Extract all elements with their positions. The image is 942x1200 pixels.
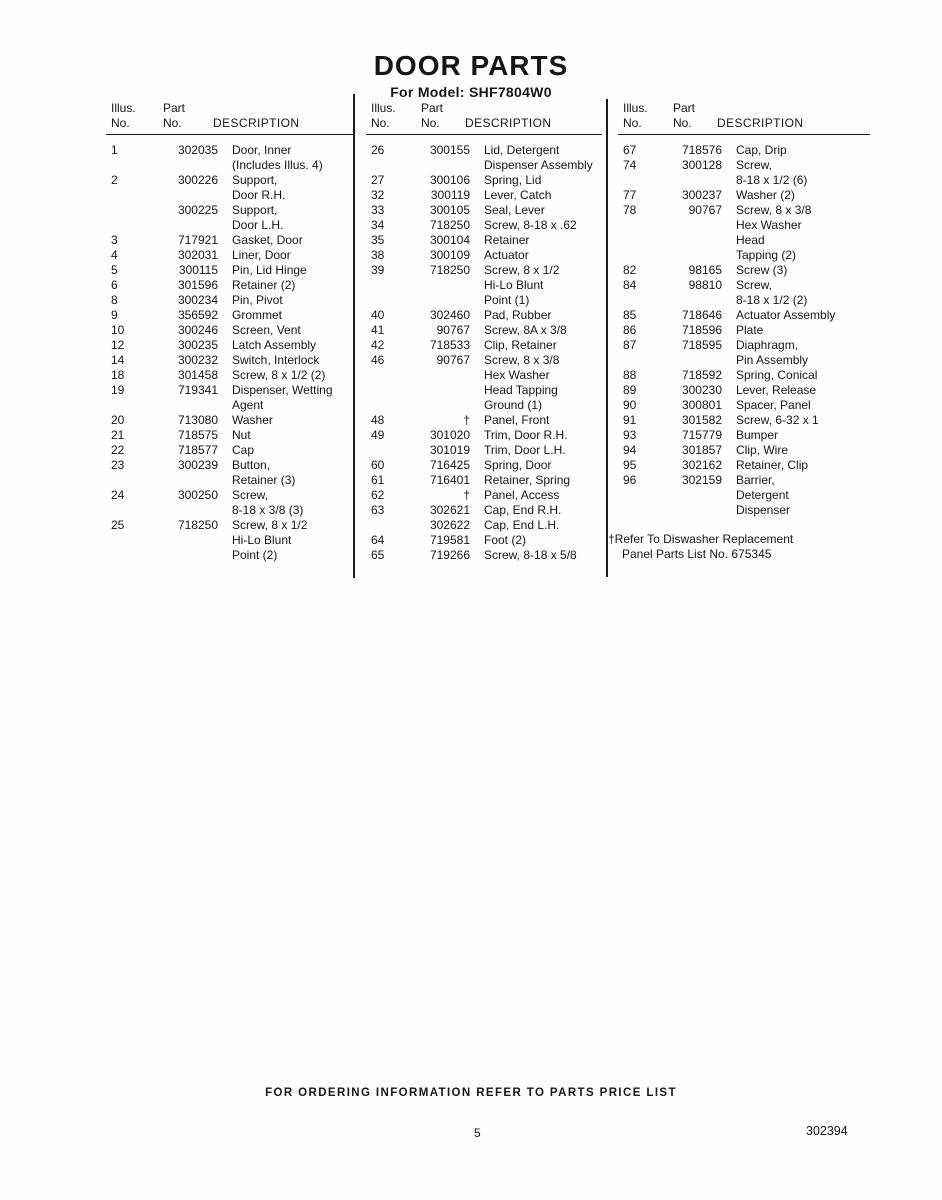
illus-no-cell: 12: [111, 338, 125, 352]
header-part-label: Part: [421, 101, 444, 115]
description-cell: Screw, 8-18 x 1/2 (6): [736, 158, 808, 187]
table-row: [366, 263, 602, 308]
description-cell: Retainer (2): [232, 278, 296, 292]
header-spacer: [736, 101, 870, 116]
illus-no-cell: 20: [111, 413, 125, 427]
illus-no-cell: 21: [111, 428, 125, 442]
parts-rows: [366, 143, 602, 563]
illus-no-cell: 61: [371, 473, 385, 487]
header-part-no-label: No.: [163, 116, 182, 130]
part-no-cell: 300155: [429, 143, 470, 157]
table-row: [618, 428, 870, 443]
table-row: [366, 338, 602, 353]
description-cell: Screw, 8 x 1/2 Hi-Lo Blunt Point (2): [232, 518, 308, 562]
description-cell: Seal, Lever: [484, 203, 545, 217]
table-row: [366, 443, 602, 458]
table-row: [106, 368, 353, 383]
illus-no-cell: 10: [111, 323, 125, 337]
part-no-cell: 718592: [681, 368, 722, 382]
table-row: [106, 413, 353, 428]
column-header: [106, 101, 353, 135]
table-row: [366, 548, 602, 563]
part-no-cell: 300250: [177, 488, 218, 502]
description-cell: Spacer, Panel: [736, 398, 811, 412]
header-illus-no-label: No.: [371, 116, 390, 130]
illus-no-cell: 49: [371, 428, 385, 442]
illus-no-cell: 3: [111, 233, 118, 247]
illus-no-cell: 84: [623, 278, 637, 292]
illus-no-cell: 85: [623, 308, 637, 322]
part-no-cell: 302460: [429, 308, 470, 322]
illus-no-cell: 78: [623, 203, 637, 217]
parts-column-3: [608, 101, 870, 562]
description-cell: Cap, Drip: [736, 143, 787, 157]
part-no-cell: 300232: [177, 353, 218, 367]
part-no-cell: 300105: [429, 203, 470, 217]
description-cell: Lever, Catch: [484, 188, 552, 202]
page-title: DOOR PARTS: [373, 50, 569, 81]
part-no-cell: 301596: [177, 278, 218, 292]
table-row: [618, 458, 870, 473]
table-row: [106, 203, 353, 233]
description-cell: Gasket, Door: [232, 233, 303, 247]
illus-no-cell: 1: [111, 143, 118, 157]
illus-no-cell: 93: [623, 428, 637, 442]
part-no-cell: 716425: [429, 458, 470, 472]
page-number: 5: [474, 1126, 481, 1140]
part-no-cell: 715779: [681, 428, 722, 442]
illus-no-cell: 62: [371, 488, 385, 502]
description-cell: Clip, Retainer: [484, 338, 557, 352]
table-row: [106, 353, 353, 368]
illus-no-cell: 64: [371, 533, 385, 547]
table-row: [106, 488, 353, 518]
part-no-cell: 301857: [681, 443, 722, 457]
part-no-cell: †: [463, 488, 470, 502]
part-no-cell: 718533: [429, 338, 470, 352]
table-row: [618, 473, 870, 518]
part-no-cell: 719341: [177, 383, 218, 397]
illus-no-cell: 38: [371, 248, 385, 262]
part-no-cell: †: [463, 413, 470, 427]
description-cell: Pad, Rubber: [484, 308, 552, 322]
table-row: [366, 203, 602, 218]
table-row: [618, 383, 870, 398]
illus-no-cell: 35: [371, 233, 385, 247]
description-cell: Spring, Conical: [736, 368, 818, 382]
part-no-cell: 302159: [681, 473, 722, 487]
part-no-cell: 300801: [681, 398, 722, 412]
illus-no-cell: 63: [371, 503, 385, 517]
part-no-cell: 718646: [681, 308, 722, 322]
table-row: [618, 263, 870, 278]
illus-no-cell: 60: [371, 458, 385, 472]
table-row: [366, 143, 602, 173]
description-cell: Cap, End L.H.: [484, 518, 560, 532]
parts-column-2: [366, 101, 602, 563]
part-no-cell: 90767: [436, 323, 470, 337]
parts-rows: [618, 143, 870, 518]
header-line-2: [366, 116, 602, 131]
header-part-label: Part: [673, 101, 696, 115]
description-cell: Panel, Access: [484, 488, 560, 502]
table-row: [366, 308, 602, 323]
description-cell: Screw (3): [736, 263, 788, 277]
illus-no-cell: 89: [623, 383, 637, 397]
description-cell: Panel, Front: [484, 413, 550, 427]
part-no-cell: 300119: [430, 188, 470, 202]
column-divider: [606, 99, 608, 577]
description-cell: Actuator Assembly: [736, 308, 836, 322]
part-no-cell: 717921: [177, 233, 218, 247]
table-row: [106, 308, 353, 323]
table-row: [106, 518, 353, 563]
illus-no-cell: 22: [111, 443, 125, 457]
part-no-cell: 300225: [177, 203, 218, 217]
part-no-cell: 301582: [681, 413, 722, 427]
part-no-cell: 302035: [177, 143, 218, 157]
part-no-cell: 718595: [681, 338, 722, 352]
part-no-cell: 300234: [177, 293, 218, 307]
illus-no-cell: 90: [623, 398, 637, 412]
table-row: [618, 203, 870, 263]
description-cell: Retainer, Spring: [484, 473, 571, 487]
table-row: [618, 188, 870, 203]
illus-no-cell: 42: [371, 338, 385, 352]
part-no-cell: 718576: [681, 143, 722, 157]
part-no-cell: 716401: [429, 473, 470, 487]
description-cell: Screw, 8-18 x 5/8: [484, 548, 577, 562]
description-cell: Actuator: [484, 248, 529, 262]
illus-no-cell: 4: [111, 248, 118, 262]
table-row: [618, 158, 870, 188]
illus-no-cell: 18: [111, 368, 125, 382]
illus-no-cell: 39: [371, 263, 385, 277]
description-cell: Screen, Vent: [232, 323, 301, 337]
description-cell: Screw, 8-18 x 3/8 (3): [232, 488, 304, 517]
part-no-cell: 356592: [177, 308, 218, 322]
table-row: [366, 533, 602, 548]
description-cell: Screw, 6-32 x 1: [736, 413, 819, 427]
illus-no-cell: 82: [623, 263, 637, 277]
part-no-cell: 302031: [177, 248, 218, 262]
parts-rows: [106, 143, 353, 563]
description-cell: Grommet: [232, 308, 283, 322]
illus-no-cell: 9: [111, 308, 118, 322]
description-cell: Barrier, Detergent Dispenser: [736, 473, 791, 517]
table-row: [106, 338, 353, 353]
description-cell: Diaphragm, Pin Assembly: [736, 338, 809, 367]
table-row: [106, 443, 353, 458]
description-cell: Bumper: [736, 428, 779, 442]
description-cell: Pin, Pivot: [232, 293, 283, 307]
table-row: [106, 383, 353, 413]
header-description-label: DESCRIPTION: [465, 116, 552, 130]
table-row: [366, 503, 602, 518]
part-no-cell: 713080: [177, 413, 218, 427]
table-row: [618, 398, 870, 413]
table-row: [366, 233, 602, 248]
part-no-cell: 302162: [681, 458, 722, 472]
illus-no-cell: [366, 518, 402, 533]
part-no-cell: 90767: [436, 353, 470, 367]
header-illus-label: Illus.: [623, 101, 648, 115]
part-no-cell: 302621: [429, 503, 470, 517]
illus-no-cell: 67: [623, 143, 637, 157]
header-line-1: [106, 101, 353, 116]
illus-no-cell: 94: [623, 443, 637, 457]
description-cell: Button, Retainer (3): [232, 458, 296, 487]
document-number: 302394: [806, 1124, 848, 1138]
illus-no-cell: 5: [111, 263, 118, 277]
table-row: [106, 248, 353, 263]
part-no-cell: 300128: [681, 158, 722, 172]
illus-no-cell: 26: [371, 143, 385, 157]
part-no-cell: 300109: [429, 248, 470, 262]
illus-no-cell: 24: [111, 488, 125, 502]
table-row: [106, 173, 353, 203]
header-illus-no-label: No.: [111, 116, 130, 130]
table-row: [366, 188, 602, 203]
part-no-cell: 718577: [177, 443, 218, 457]
illus-no-cell: 6: [111, 278, 118, 292]
table-row: [366, 413, 602, 428]
description-cell: Door, Inner (Includes Illus. 4): [232, 143, 323, 172]
header-illus-no-label: No.: [623, 116, 642, 130]
illus-no-cell: 48: [371, 413, 385, 427]
table-row: [366, 323, 602, 338]
illus-no-cell: 87: [623, 338, 637, 352]
replacement-panel-footnote: [608, 532, 870, 562]
part-no-cell: 300235: [177, 338, 218, 352]
description-cell: Foot (2): [484, 533, 527, 547]
description-cell: Switch, Interlock: [232, 353, 320, 367]
description-cell: Clip, Wire: [736, 443, 789, 457]
illus-no-cell: 25: [111, 518, 125, 532]
illus-no-cell: 33: [371, 203, 385, 217]
part-no-cell: 301020: [429, 428, 470, 442]
illus-no-cell: 65: [371, 548, 385, 562]
illus-no-cell: 32: [371, 188, 385, 202]
illus-no-cell: 40: [371, 308, 385, 322]
description-cell: Trim, Door L.H.: [484, 443, 566, 457]
footnote-line: †Refer To Diswasher Replacement: [608, 532, 794, 546]
part-no-cell: 300237: [681, 188, 722, 202]
illus-no-cell: 77: [623, 188, 637, 202]
header-description-label: DESCRIPTION: [717, 116, 804, 130]
description-cell: Cap: [232, 443, 255, 457]
illus-no-cell: 86: [623, 323, 637, 337]
header-spacer: [484, 101, 602, 116]
illus-no-cell: 34: [371, 218, 385, 232]
description-cell: Washer (2): [736, 188, 795, 202]
illus-no-cell: 91: [623, 413, 637, 427]
table-row: [618, 413, 870, 428]
illus-no-cell: 95: [623, 458, 637, 472]
header-line-1: [366, 101, 602, 116]
part-no-cell: 302622: [429, 518, 470, 532]
part-no-cell: 718575: [177, 428, 218, 442]
part-no-cell: 300226: [177, 173, 218, 187]
header-part-label: Part: [163, 101, 186, 115]
description-cell: Screw, 8-18 x .62: [484, 218, 577, 232]
column-divider: [353, 94, 355, 578]
part-no-cell: 98165: [688, 263, 722, 277]
ordering-information-note: FOR ORDERING INFORMATION REFER TO PARTS PRICE LIST: [265, 1087, 677, 1099]
illus-no-cell: [366, 443, 402, 458]
part-no-cell: 718250: [429, 218, 470, 232]
part-no-cell: 301019: [429, 443, 470, 457]
table-row: [618, 443, 870, 458]
table-row: [618, 368, 870, 383]
part-no-cell: 300239: [177, 458, 218, 472]
header-line-1: [618, 101, 870, 116]
header-illus-label: Illus.: [371, 101, 396, 115]
part-no-cell: 719581: [429, 533, 470, 547]
description-cell: Washer: [232, 413, 273, 427]
table-row: [106, 233, 353, 248]
table-row: [106, 143, 353, 173]
illus-no-cell: 8: [111, 293, 118, 307]
part-no-cell: 718250: [177, 518, 218, 532]
table-row: [366, 173, 602, 188]
illus-no-cell: 88: [623, 368, 637, 382]
illus-no-cell: 19: [111, 383, 125, 397]
part-no-cell: 98810: [688, 278, 722, 292]
footnote-line: Panel Parts List No. 675345: [622, 547, 772, 561]
table-row: [618, 338, 870, 368]
column-header: [366, 101, 602, 135]
part-no-cell: 300106: [429, 173, 470, 187]
table-row: [106, 278, 353, 293]
description-cell: Pin, Lid Hinge: [232, 263, 307, 277]
header-description-label: DESCRIPTION: [213, 116, 300, 130]
illus-no-cell: 2: [111, 173, 118, 187]
description-cell: Cap, End R.H.: [484, 503, 562, 517]
part-no-cell: 300104: [429, 233, 470, 247]
part-no-cell: 300115: [178, 263, 218, 277]
description-cell: Nut: [232, 428, 251, 442]
description-cell: Lever, Release: [736, 383, 817, 397]
table-row: [366, 428, 602, 443]
table-row: [366, 518, 602, 533]
illus-no-cell: [106, 203, 144, 233]
description-cell: Retainer, Clip: [736, 458, 809, 472]
illus-no-cell: 46: [371, 353, 385, 367]
table-row: [366, 248, 602, 263]
description-cell: Plate: [736, 323, 764, 337]
illus-no-cell: 14: [111, 353, 125, 367]
description-cell: Screw, 8 x 3/8 Hex Washer Head Tapping (2): [736, 203, 812, 262]
description-cell: Support, Door R.H.: [232, 173, 286, 202]
header-illus-label: Illus.: [111, 101, 136, 115]
illus-no-cell: 96: [623, 473, 637, 487]
table-row: [366, 473, 602, 488]
table-row: [618, 143, 870, 158]
part-no-cell: 719266: [429, 548, 470, 562]
header-line-2: [106, 116, 353, 131]
part-no-cell: 718596: [681, 323, 722, 337]
table-row: [366, 458, 602, 473]
table-row: [618, 323, 870, 338]
description-cell: Screw, 8-18 x 1/2 (2): [736, 278, 808, 307]
table-row: [618, 308, 870, 323]
part-no-cell: 300230: [681, 383, 722, 397]
table-row: [366, 488, 602, 503]
description-cell: Latch Assembly: [232, 338, 317, 352]
description-cell: Trim, Door R.H.: [484, 428, 568, 442]
description-cell: Liner, Door: [232, 248, 291, 262]
description-cell: Support, Door L.H.: [232, 203, 284, 232]
column-header: [618, 101, 870, 135]
table-row: [618, 278, 870, 308]
description-cell: Spring, Lid: [484, 173, 542, 187]
table-row: [106, 458, 353, 488]
description-cell: Screw, 8 x 1/2 Hi-Lo Blunt Point (1): [484, 263, 560, 307]
header-line-2: [618, 116, 870, 131]
table-row: [366, 353, 602, 413]
table-row: [106, 323, 353, 338]
description-cell: Screw, 8 x 1/2 (2): [232, 368, 326, 382]
header-spacer: [232, 101, 353, 116]
part-no-cell: 718250: [429, 263, 470, 277]
description-cell: Retainer: [484, 233, 530, 247]
part-no-cell: 301458: [177, 368, 218, 382]
description-cell: Lid, Detergent Dispenser Assembly: [484, 143, 593, 172]
table-row: [106, 263, 353, 278]
header-part-no-label: No.: [673, 116, 692, 130]
page-subtitle: For Model: SHF7804W0: [390, 84, 552, 100]
part-no-cell: 300246: [177, 323, 218, 337]
description-cell: Dispenser, Wetting Agent: [232, 383, 333, 412]
header-part-no-label: No.: [421, 116, 440, 130]
illus-no-cell: 41: [371, 323, 385, 337]
table-row: [106, 293, 353, 308]
table-row: [106, 428, 353, 443]
description-cell: Screw, 8 x 3/8 Hex Washer Head Tapping Ground (1): [484, 353, 560, 412]
illus-no-cell: 74: [623, 158, 637, 172]
illus-no-cell: 27: [371, 173, 385, 187]
description-cell: Screw, 8A x 3/8: [484, 323, 567, 337]
table-row: [366, 218, 602, 233]
description-cell: Spring, Door: [484, 458, 552, 472]
parts-column-1: [106, 101, 353, 563]
part-no-cell: 90767: [688, 203, 722, 217]
illus-no-cell: 23: [111, 458, 125, 472]
